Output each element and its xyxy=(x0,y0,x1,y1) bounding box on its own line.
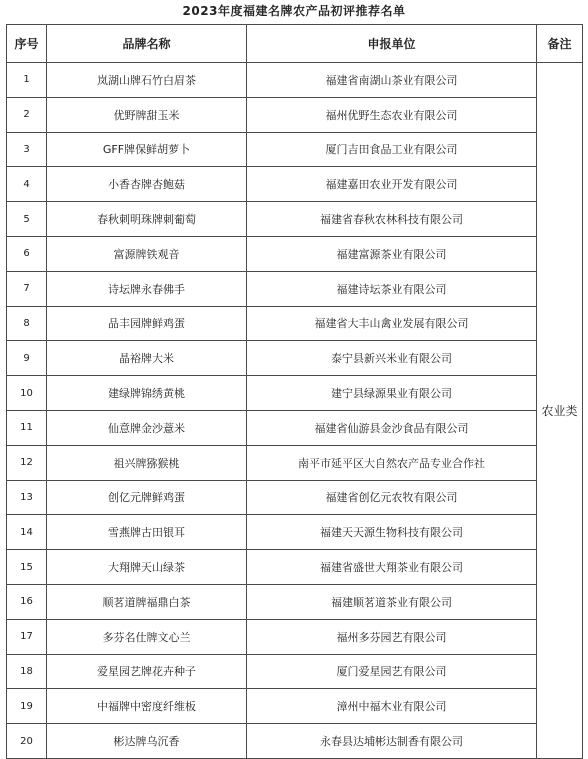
row-index: 16 xyxy=(7,584,47,619)
row-brand-name: 小香杏牌杏鲍菇 xyxy=(47,167,247,202)
table-row xyxy=(7,376,583,411)
row-brand-name: 祖兴牌猕猴桃 xyxy=(47,445,247,480)
row-brand-name: 爱星园艺牌花卉种子 xyxy=(47,654,247,689)
row-applicant-unit: 建宁县绿源果业有限公司 xyxy=(247,376,537,411)
row-index: 8 xyxy=(7,306,47,341)
table-row xyxy=(7,410,583,445)
row-brand-name: 品丰园牌鲜鸡蛋 xyxy=(47,306,247,341)
row-index: 20 xyxy=(7,724,47,759)
row-applicant-unit: 福建天天源生物科技有限公司 xyxy=(247,515,537,550)
row-index: 10 xyxy=(7,376,47,411)
row-index: 11 xyxy=(7,410,47,445)
row-applicant-unit: 福建嘉田农业开发有限公司 xyxy=(247,167,537,202)
table-row xyxy=(7,341,583,376)
header-unit: 申报单位 xyxy=(247,25,537,63)
table-row xyxy=(7,306,583,341)
table-row xyxy=(7,271,583,306)
table-body xyxy=(7,63,583,759)
row-brand-name: 优野牌甜玉米 xyxy=(47,97,247,132)
row-index: 7 xyxy=(7,271,47,306)
row-applicant-unit: 南平市延平区大自然农产品专业合作社 xyxy=(247,445,537,480)
table-header-row xyxy=(7,25,583,63)
row-index: 6 xyxy=(7,236,47,271)
row-index: 1 xyxy=(7,63,47,98)
header-note: 备注 xyxy=(537,25,583,63)
table-row xyxy=(7,132,583,167)
header-brand: 品牌名称 xyxy=(47,25,247,63)
row-brand-name: 彬达牌乌沉香 xyxy=(47,724,247,759)
table-row xyxy=(7,480,583,515)
row-applicant-unit: 福建诗坛茶业有限公司 xyxy=(247,271,537,306)
row-index: 9 xyxy=(7,341,47,376)
row-applicant-unit: 福建省春秋农林科技有限公司 xyxy=(247,202,537,237)
row-index: 15 xyxy=(7,550,47,585)
row-applicant-unit: 福州多芬园艺有限公司 xyxy=(247,619,537,654)
table-row xyxy=(7,654,583,689)
table-row xyxy=(7,619,583,654)
row-brand-name: 建绿牌锦绣黄桃 xyxy=(47,376,247,411)
row-applicant-unit: 福建省创亿元农牧有限公司 xyxy=(247,480,537,515)
row-index: 18 xyxy=(7,654,47,689)
row-brand-name: 多芬名仕牌文心兰 xyxy=(47,619,247,654)
row-applicant-unit: 厦门吉田食品工业有限公司 xyxy=(247,132,537,167)
row-index: 4 xyxy=(7,167,47,202)
row-index: 2 xyxy=(7,97,47,132)
row-brand-name: 大翔牌天山绿茶 xyxy=(47,550,247,585)
recommendation-table xyxy=(6,24,583,759)
row-applicant-unit: 漳州中福木业有限公司 xyxy=(247,689,537,724)
table-row xyxy=(7,63,583,98)
row-applicant-unit: 福州优野生态农业有限公司 xyxy=(247,97,537,132)
row-brand-name: 雪燕牌古田银耳 xyxy=(47,515,247,550)
row-applicant-unit: 福建省仙游县金沙食品有限公司 xyxy=(247,410,537,445)
row-index: 5 xyxy=(7,202,47,237)
table-row xyxy=(7,202,583,237)
table-row xyxy=(7,724,583,759)
table-row xyxy=(7,167,583,202)
row-applicant-unit: 厦门爱星园艺有限公司 xyxy=(247,654,537,689)
row-applicant-unit: 福建省南湖山茶业有限公司 xyxy=(247,63,537,98)
table-row xyxy=(7,445,583,480)
row-applicant-unit: 泰宁县新兴米业有限公司 xyxy=(247,341,537,376)
row-index: 12 xyxy=(7,445,47,480)
table-row xyxy=(7,97,583,132)
row-applicant-unit: 福建顺茗道茶业有限公司 xyxy=(247,584,537,619)
row-applicant-unit: 福建省盛世大翔茶业有限公司 xyxy=(247,550,537,585)
row-index: 19 xyxy=(7,689,47,724)
header-index: 序号 xyxy=(7,25,47,63)
row-index: 14 xyxy=(7,515,47,550)
row-applicant-unit: 福建省大丰山禽业发展有限公司 xyxy=(247,306,537,341)
row-brand-name: 中福牌中密度纤维板 xyxy=(47,689,247,724)
row-brand-name: 春秋刺明珠牌刺葡萄 xyxy=(47,202,247,237)
page-title: 2023年度福建名牌农产品初评推荐名单 xyxy=(182,4,406,18)
row-brand-name: 晶裕牌大米 xyxy=(47,341,247,376)
table-row xyxy=(7,515,583,550)
table-row xyxy=(7,236,583,271)
row-brand-name: GFF牌保鲜胡萝卜 xyxy=(47,132,247,167)
table-row xyxy=(7,550,583,585)
row-category-note: 农业类 xyxy=(537,63,583,759)
row-index: 17 xyxy=(7,619,47,654)
table-row xyxy=(7,689,583,724)
row-applicant-unit: 福建富源茶业有限公司 xyxy=(247,236,537,271)
row-brand-name: 诗坛牌永春佛手 xyxy=(47,271,247,306)
row-brand-name: 顺茗道牌福鼎白茶 xyxy=(47,584,247,619)
row-brand-name: 仙意牌金沙薏米 xyxy=(47,410,247,445)
row-index: 13 xyxy=(7,480,47,515)
row-index: 3 xyxy=(7,132,47,167)
row-brand-name: 富源牌铁观音 xyxy=(47,236,247,271)
row-brand-name: 岚湖山牌石竹白眉茶 xyxy=(47,63,247,98)
row-brand-name: 创亿元牌鲜鸡蛋 xyxy=(47,480,247,515)
row-applicant-unit: 永春县达埔彬达制香有限公司 xyxy=(247,724,537,759)
table-row xyxy=(7,584,583,619)
